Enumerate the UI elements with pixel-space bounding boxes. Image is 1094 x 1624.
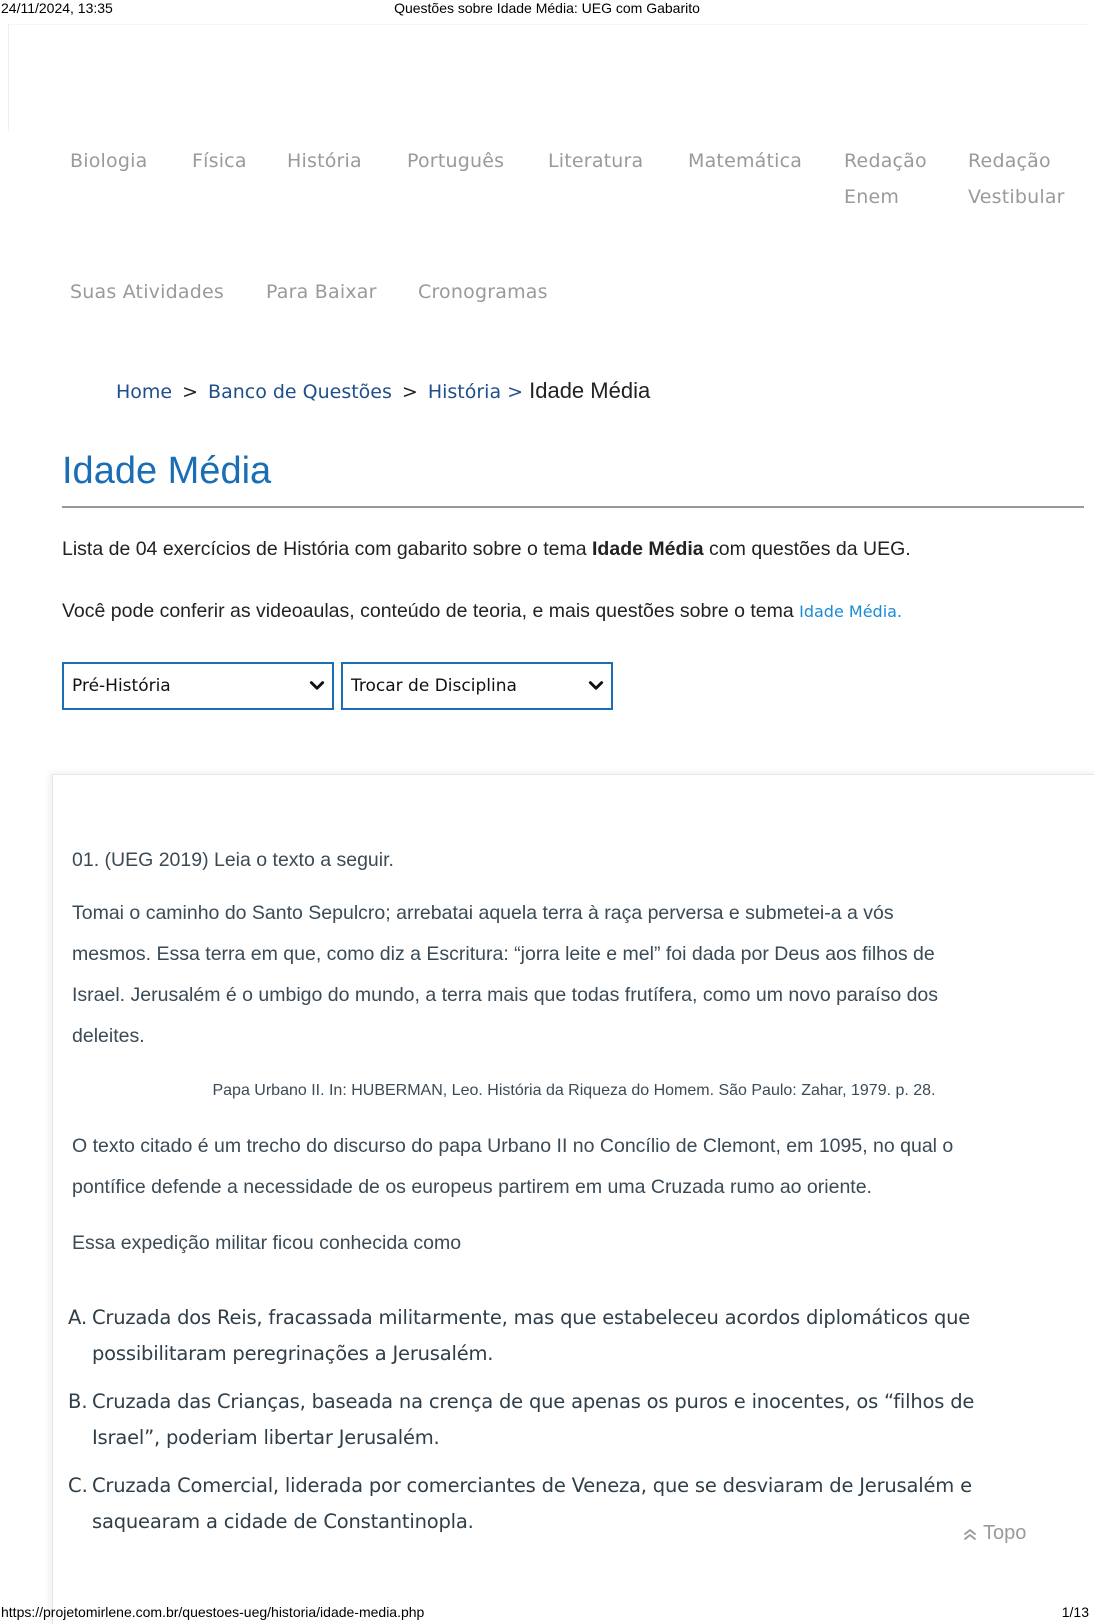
intro-text: Lista de 04 exercícios de História com gabarito sobre o tema [62,538,593,560]
alternative-line: Cruzada das Crianças, baseada na crença de que apenas os puros e inocentes, os “filhos de [92,1390,975,1413]
breadcrumb-separator: > [182,381,199,403]
intro-text-end: com questões da UEG. [703,538,911,560]
quote-line: mesmos. Essa terra em que, como diz a Escritura: “jorra leite e mel” foi dada por Deus aos filhos de [72,943,935,965]
nav-historia[interactable]: História [287,150,362,172]
page-title: Idade Média [62,450,272,492]
nav-redacao-enem[interactable] [844,143,927,215]
intro2-text: Você pode conferir as videoaulas, conteúdo de teoria, e mais questões sobre o tema [62,600,800,622]
print-page-number: 1/13 [1061,1604,1089,1620]
nav-para-baixar[interactable]: Para Baixar [266,281,377,303]
nav-cronogramas[interactable]: Cronogramas [418,281,548,303]
alternative-line: Israel”, poderiam libertar Jerusalém. [92,1426,440,1449]
logo-area [8,24,1089,131]
alternative-letter: A. [68,1306,88,1329]
back-to-top-label: Topo [983,1522,1027,1544]
alternative-letter: B. [68,1390,88,1413]
question-header: 01. (UEG 2019) Leia o texto a seguir. [72,849,394,871]
nav-redacao-vestibular[interactable] [968,143,1065,215]
nav-redacao-vestibular-line1: Redação [968,150,1051,172]
alternative-line: Cruzada Comercial, liderada por comerciantes de Veneza, que se desviaram de Jerusalém e [92,1474,972,1497]
breadcrumb-separator: > [401,381,418,403]
context-line: O texto citado é um trecho do discurso do papa Urbano II no Concílio de Clemont, em 1095, no qual o [72,1135,954,1157]
discipline-select-value: Trocar de Disciplina [351,676,517,696]
nav-redacao-enem-line2: Enem [844,186,900,208]
double-chevron-up-icon [963,1527,977,1541]
nav-portugues[interactable]: Português [407,150,505,172]
alternative-letter: C. [68,1474,88,1497]
intro-paragraph [62,538,911,561]
question-context [72,1126,1076,1208]
back-to-top-button[interactable] [963,1522,1026,1545]
intro-paragraph-2 [62,600,902,623]
breadcrumb-home[interactable]: Home [116,381,173,403]
quote-line: deleites. [72,1025,145,1047]
nav-literatura[interactable]: Literatura [548,150,644,172]
breadcrumb-historia[interactable]: História > [427,381,524,403]
chevron-down-icon [308,677,326,695]
alternative-line: saquearam a cidade de Constantinopla. [92,1510,474,1533]
quote-citation: Papa Urbano II. In: HUBERMAN, Leo. História da Riqueza do Homem. São Paulo: Zahar, 1979. p. 28. [212,1082,936,1099]
breadcrumb-banco[interactable]: Banco de Questões [208,381,392,403]
print-datetime: 24/11/2024, 13:35 [1,0,113,16]
nav-suas-atividades[interactable]: Suas Atividades [70,281,224,303]
nav-redacao-enem-line1: Redação [844,150,927,172]
alternative-line: possibilitaram peregrinações a Jerusalém. [92,1342,494,1365]
quote-line: Tomai o caminho do Santo Sepulcro; arrebatai aquela terra à raça perversa e submetei-a a vós [72,902,894,924]
intro-topic: Idade Média [592,538,704,560]
intro2-topic-link[interactable]: Idade Média. [799,602,903,621]
nav-redacao-vestibular-line2: Vestibular [968,186,1065,208]
context-line: pontífice defende a necessidade de os europeus partirem em uma Cruzada rumo ao oriente. [72,1176,872,1198]
question-quote [72,893,1076,1057]
print-doc-title: Questões sobre Idade Média: UEG com Gabarito [394,0,700,16]
topic-select-value: Pré-História [72,676,171,696]
alternative-text [92,1300,1062,1372]
print-header [0,0,1094,16]
breadcrumb [116,376,650,407]
topic-select[interactable] [62,662,334,710]
discipline-select[interactable] [341,662,613,710]
alternative-line: Cruzada dos Reis, fracassada militarmente, mas que estabeleceu acordos diplomáticos que [92,1306,971,1329]
nav-matematica[interactable]: Matemática [688,150,803,172]
nav-biologia[interactable]: Biologia [70,150,148,172]
nav-fisica[interactable]: Física [192,150,247,172]
print-url: https://projetomirlene.com.br/questoes-ueg/historia/idade-media.php [1,1604,425,1620]
print-footer [0,1604,1094,1620]
chevron-down-icon [587,677,605,695]
alternative-text [92,1468,1062,1540]
title-divider [62,506,1084,508]
alternative-text [92,1384,1062,1456]
breadcrumb-current: Idade Média [529,378,651,403]
quote-line: Israel. Jerusalém é o umbigo do mundo, a terra mais que todas frutífera, como um novo paraíso dos [72,984,939,1006]
question-prompt: Essa expedição militar ficou conhecida como [72,1232,462,1254]
